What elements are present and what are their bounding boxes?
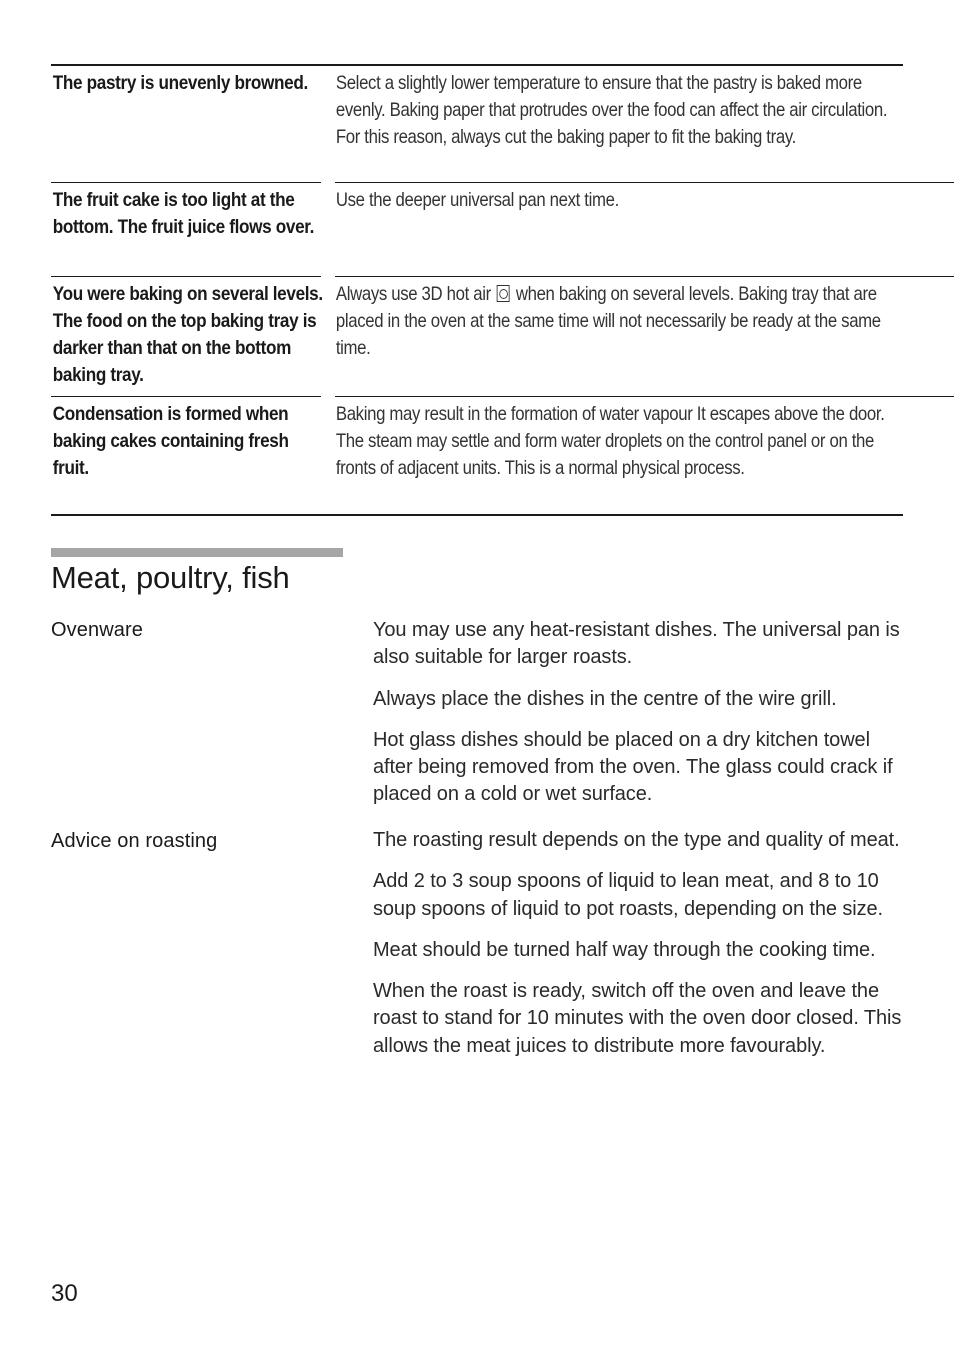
paragraph: Always place the dishes in the centre of the wire grill. bbox=[373, 687, 837, 710]
cause-text: Condensation is formed when baking cakes containing fresh fruit. bbox=[52, 403, 289, 479]
remedy-text-start: Always use 3D hot air bbox=[335, 283, 491, 305]
section-divider-bar bbox=[51, 548, 343, 557]
ovenware-label: Ovenware bbox=[51, 619, 143, 641]
table-row bbox=[51, 183, 903, 277]
paragraph: You may use any heat-resistant dishes. The universal pan is also suitable for larger roasts. bbox=[373, 619, 900, 669]
table-row bbox=[51, 277, 903, 397]
advice-text bbox=[373, 827, 913, 1074]
paragraph: The roasting result depends on the type and quality of meat. bbox=[373, 829, 900, 851]
cause-text: The fruit cake is too light at the bottom. The fruit juice flows over. bbox=[52, 189, 315, 238]
remedy-text: Baking may result in the formation of water vapour It escapes above the door. The steam may settle and form water droplets on the control panel or on the fronts of adjacent units. This is a normal physical process. bbox=[335, 403, 885, 479]
paragraph: Add 2 to 3 soup spoons of liquid to lean meat, and 8 to 10 soup spoons of liquid to pot roasts, depending on the size. bbox=[373, 870, 884, 920]
remedy-cell bbox=[335, 397, 954, 514]
remedy-text bbox=[335, 277, 902, 368]
3d-hot-air-icon bbox=[497, 285, 510, 302]
cause-cell bbox=[51, 277, 321, 397]
paragraph: When the roast is ready, switch off the oven and leave the roast to stand for 10 minutes with the oven door closed. This allows the meat juices to distribute more favourably. bbox=[373, 980, 902, 1057]
table-bottom-rule bbox=[51, 514, 903, 516]
cause-cell bbox=[51, 183, 321, 277]
cause-text: The pastry is unevenly browned. bbox=[52, 72, 308, 94]
table-row bbox=[51, 66, 903, 183]
paragraph: Hot glass dishes should be placed on a dry kitchen towel after being removed from the oven. The glass could crack if placed on a cold or wet surface. bbox=[373, 728, 893, 806]
table-row bbox=[51, 397, 903, 514]
page-number: 30 bbox=[51, 1280, 78, 1307]
ovenware-text bbox=[373, 617, 913, 823]
cause-text: You were baking on several levels. The food on the top baking tray is darker than that on the bottom baking tray. bbox=[52, 283, 323, 386]
remedy-text-end: when baking on several levels. Baking tray that are placed in the oven at the same time will not necessarily be ready at the same time. bbox=[335, 283, 881, 359]
remedy-text: Select a slightly lower temperature to ensure that the pastry is baked more evenly. Baking paper that protrudes over the food can affect the air circulation. For this reason, always cut the baking paper to fit the baking tray. bbox=[335, 72, 888, 148]
paragraph: Meat should be turned half way through the cooking time. bbox=[373, 938, 876, 961]
advice-label: Advice on roasting bbox=[51, 830, 218, 852]
remedy-text: Use the deeper universal pan next time. bbox=[335, 189, 619, 211]
remedy-cell bbox=[335, 277, 954, 397]
troubleshooting-table bbox=[51, 64, 903, 514]
remedy-cell bbox=[335, 66, 954, 183]
cause-cell bbox=[51, 397, 321, 514]
section-title: Meat, poultry, fish bbox=[51, 560, 290, 595]
cause-cell bbox=[51, 66, 321, 183]
remedy-cell bbox=[335, 183, 954, 277]
